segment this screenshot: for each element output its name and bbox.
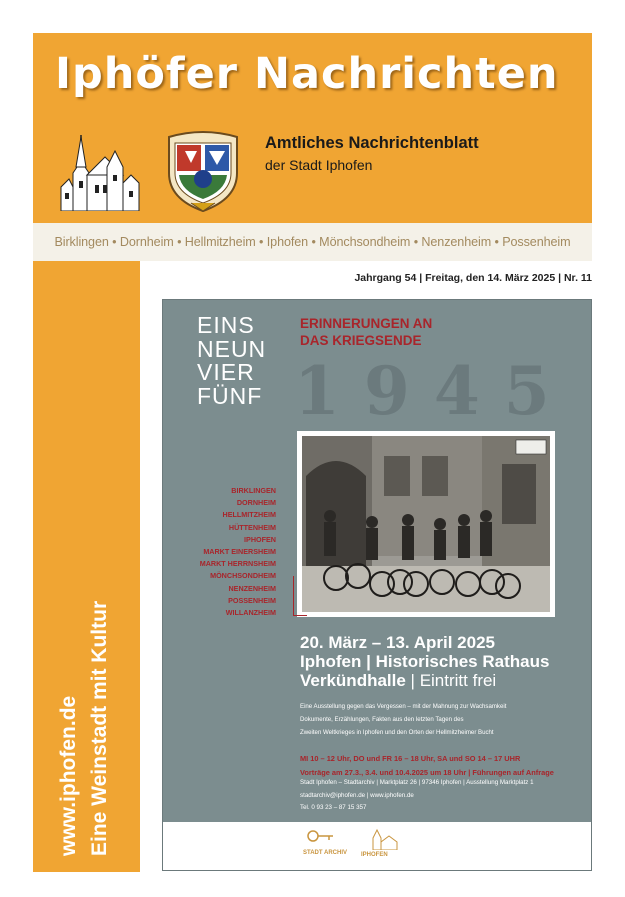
corner-mark — [293, 576, 307, 616]
place-item: MARKT HERRNSHEIM — [199, 559, 276, 569]
talks-line: Vorträge am 27.3., 3.4. und 10.4.2025 um 18 Uhr | Führungen auf Anfrage — [300, 767, 554, 777]
poster-footer — [163, 822, 592, 871]
place-item: HÜTTENHEIM — [228, 522, 276, 532]
poster-heading-line1: ERINNERUNGEN AN — [300, 316, 433, 331]
contact-web[interactable]: stadtarchiv@iphofen.de | www.iphofen.de — [300, 791, 414, 799]
iphofen-logo — [359, 828, 399, 864]
hall-admission — [300, 671, 496, 690]
description-line: Zweiten Weltkrieges in Iphofen und den Orten der Hellmitzheimer Bucht — [300, 729, 494, 736]
year-words — [197, 314, 266, 408]
contact-info — [300, 777, 534, 815]
description-line: Eine Ausstellung gegen das Vergessen – mit der Mahnung zur Wachsamkeit — [300, 703, 507, 710]
poster-heading-line2: DAS KRIEGSENDE — [300, 333, 422, 348]
coat-of-arms-icon — [163, 129, 243, 213]
venue: Iphofen | Historisches Rathaus — [300, 652, 550, 671]
contact-address: Stadt Iphofen – Stadtarchiv | Marktplatz 26 | 97346 Iphofen | Ausstellung Marktplatz 1 — [300, 779, 534, 786]
place-item: HELLMITZHEIM — [222, 510, 276, 520]
admission-text: | Eintritt frei — [405, 671, 497, 690]
slogan: Eine Weinstadt mit Kultur — [88, 600, 111, 856]
sidebar-text — [33, 261, 140, 872]
place-item: MARKT EINERSHEIM — [203, 547, 276, 557]
logo1-label: STADT ARCHIV — [303, 850, 347, 856]
exhibition-poster — [162, 299, 592, 871]
description-line: Dokumente, Erzählungen, Fakten aus den letzten Tagen des — [300, 716, 464, 723]
place-item: IPHOFEN — [244, 534, 276, 544]
logo2-label: IPHOFEN — [361, 852, 388, 858]
bicycle-group-photo — [302, 436, 550, 612]
date-range: 20. März – 13. April 2025 — [300, 633, 495, 652]
place-item: DORNHEIM — [236, 498, 276, 508]
poster-heading — [300, 315, 432, 349]
hall-name: Verkündhalle — [300, 671, 406, 690]
stadtarchiv-logo — [301, 828, 351, 864]
year-word: VIER — [197, 359, 255, 385]
year-word: FÜNF — [197, 382, 263, 409]
sidebar-band — [33, 261, 140, 872]
issue-info: Jahrgang 54 | Freitag, den 14. März 2025 | Nr. 11 — [354, 272, 592, 284]
newspaper-title: Iphöfer Nachrichten — [55, 49, 559, 99]
church-icon — [59, 131, 143, 211]
subtitle-city: der Stadt Iphofen — [265, 157, 373, 173]
place-item: BIRKLINGEN — [231, 486, 276, 495]
exhibition-description — [300, 700, 570, 739]
masthead — [33, 33, 592, 223]
year-word: NEUN — [197, 335, 267, 362]
hours-line: MI 10 – 12 Uhr, DO und FR 16 – 18 Uhr, SA und SO 14 – 17 UHR — [300, 754, 521, 763]
place-item: MÖNCHSONDHEIM — [210, 571, 276, 581]
contact-phone: Tel. 0 93 23 – 87 15 357 — [300, 804, 367, 811]
subtitle-official: Amtliches Nachrichtenblatt — [265, 134, 479, 152]
place-item: WILLANZHEIM — [225, 608, 276, 618]
place-item: POSSENHEIM — [228, 595, 276, 605]
key-icon — [301, 828, 351, 848]
village-list: Birklingen • Dornheim • Hellmitzheim • Iphofen • Mönchsondheim • Nenzenheim • Possenheim — [33, 223, 592, 261]
historic-photo — [297, 431, 555, 617]
big-year: 1945 — [294, 352, 574, 430]
opening-hours — [300, 752, 554, 779]
year-word: EINS — [197, 312, 255, 338]
church-small-icon — [359, 828, 399, 850]
website-url[interactable]: www.iphofen.de — [57, 695, 80, 856]
place-item: NENZENHEIM — [228, 583, 276, 593]
places-list — [183, 485, 276, 619]
